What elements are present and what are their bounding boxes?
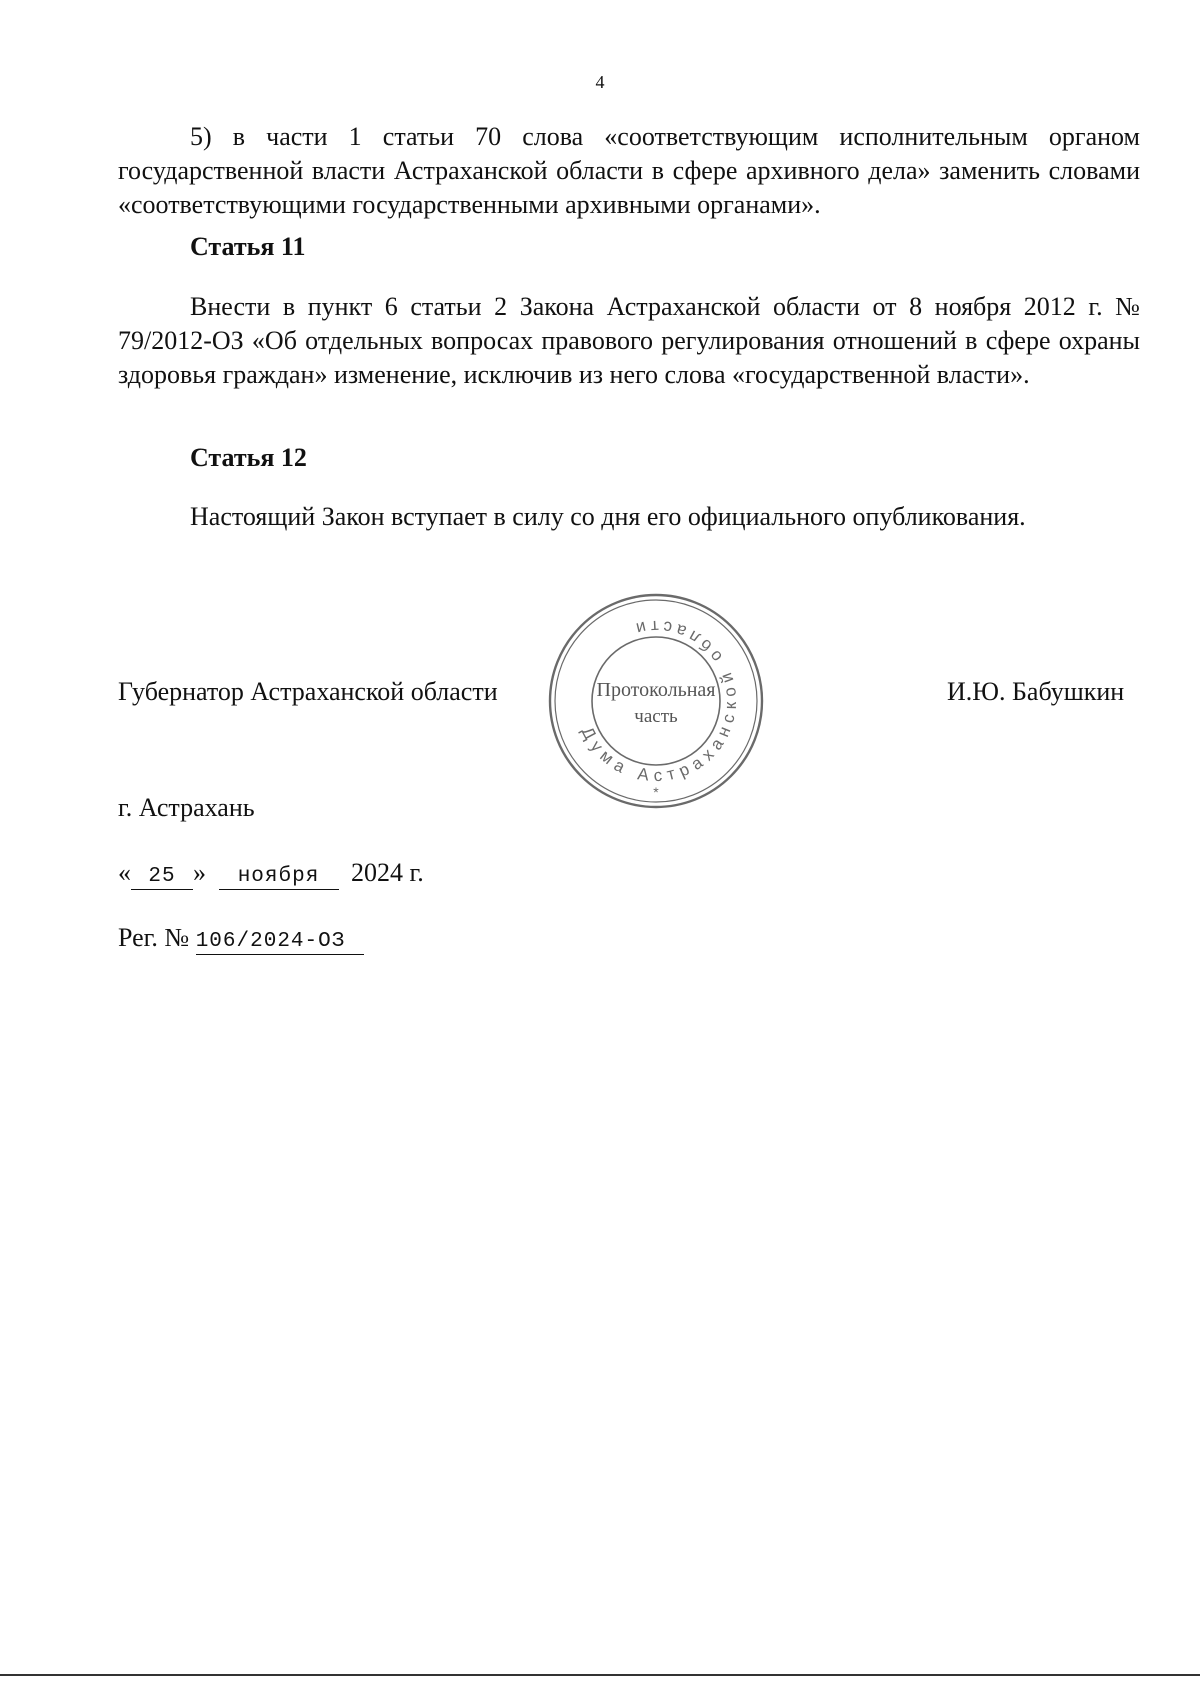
- registration-number: [118, 923, 364, 955]
- date-open-quote: «: [118, 858, 131, 887]
- official-seal: [545, 590, 767, 812]
- svg-text:Дума Астраханской области: [578, 617, 741, 786]
- signing-date: [118, 858, 424, 890]
- seal-ring-text: Дума Астраханской области: [577, 616, 741, 786]
- signature-position: Губернатор Астраханской области: [118, 677, 498, 706]
- article-12-heading: Статья 12: [190, 443, 307, 472]
- page-number: 4: [595, 72, 605, 92]
- date-month: ноября: [219, 865, 339, 890]
- place-of-signing: г. Астрахань: [118, 793, 255, 822]
- date-day: 25: [131, 865, 193, 890]
- registration-label: Рег. №: [118, 923, 190, 952]
- seal-center-line1: Протокольная: [596, 679, 716, 701]
- seal-center-line2: часть: [634, 706, 678, 727]
- article-11-heading: Статья 11: [190, 232, 306, 261]
- article-12-text: Настоящий Закон вступает в силу со дня его официального опубликования.: [190, 502, 1026, 531]
- registration-value: 106/2024-ОЗ: [196, 930, 364, 955]
- date-year: 2024 г.: [351, 858, 424, 887]
- date-close-quote: »: [193, 858, 206, 887]
- article-11-text: Внести в пункт 6 статьи 2 Закона Астраханской области от 8 ноября 2012 г. № 79/2012-ОЗ «Об отдельных вопросах правового регулирования отношений в сфере охраны здоровья граждан» изменение, исключив из него слова «государственной власти».: [118, 292, 1140, 389]
- page-bottom-rule: [0, 1674, 1200, 1676]
- paragraph-item-5: 5) в части 1 статьи 70 слова «соответствующим исполнительным органом государственной власти Астраханской области в сфере архивного дела» заменить словами «соответствующими государственными архивными органами».: [118, 122, 1140, 219]
- seal-star-icon: *: [653, 784, 659, 800]
- signature-name: И.Ю. Бабушкин: [947, 677, 1125, 706]
